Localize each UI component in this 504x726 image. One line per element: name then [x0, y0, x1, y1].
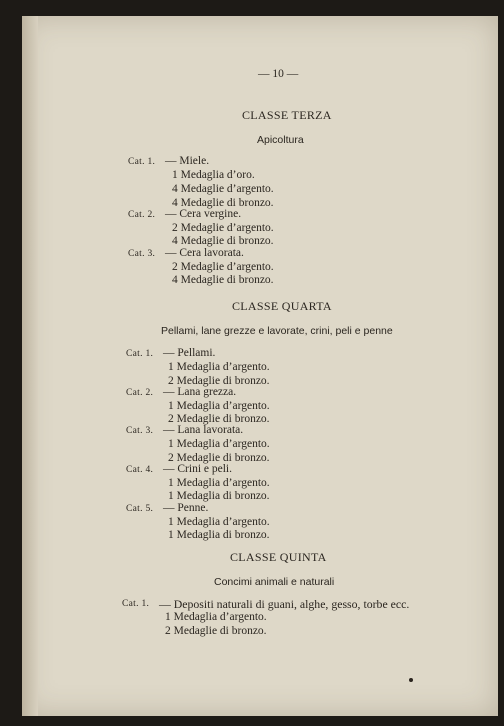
category-name: — Miele. — [165, 155, 210, 167]
category-label: Cat. 2. — [126, 388, 154, 398]
section-title: CLASSE QUARTA — [232, 299, 332, 313]
category-label: Cat. 1. — [122, 599, 150, 609]
award-line: 1 Medaglia di bronzo. — [168, 529, 270, 541]
category-label: Cat. 4. — [126, 465, 154, 475]
award-line: 1 Medaglia di bronzo. — [168, 490, 270, 502]
award-line: 1 Medaglia d’argento. — [168, 477, 270, 489]
award-line: 4 Medaglie d’argento. — [172, 183, 274, 195]
category-name: — Depositi naturali di guani, alghe, gesso, torbe ecc. — [159, 597, 410, 611]
award-line: 1 Medaglia d’argento. — [168, 438, 270, 450]
document-page — [22, 16, 498, 716]
award-line: 2 Medaglie di bronzo. — [168, 413, 270, 425]
award-line: 4 Medaglie di bronzo. — [172, 197, 274, 209]
section-title: CLASSE TERZA — [242, 108, 332, 122]
award-line: 1 Medaglia d’argento. — [168, 361, 270, 373]
category-name: — Cera vergine. — [165, 208, 242, 220]
award-line: 4 Medaglie di bronzo. — [172, 235, 274, 247]
award-line: 1 Medaglia d’argento. — [165, 611, 267, 623]
award-line: 2 Medaglie di bronzo. — [168, 375, 270, 387]
section-subtitle: Apicoltura — [257, 134, 304, 146]
section-subtitle: Concimi animali e naturali — [214, 576, 335, 588]
category-label: Cat. 5. — [126, 504, 154, 514]
section-title: CLASSE QUINTA — [230, 550, 327, 564]
category-name: — Lana grezza. — [163, 386, 237, 398]
award-line: 2 Medaglie di bronzo. — [168, 452, 270, 464]
category-name: — Penne. — [163, 502, 209, 514]
page-number: — 10 — — [258, 68, 299, 80]
category-label: Cat. 2. — [128, 210, 156, 220]
category-label: Cat. 3. — [128, 249, 156, 259]
award-line: 2 Medaglie di bronzo. — [165, 625, 267, 637]
category-name: — Crini e peli. — [163, 463, 232, 475]
category-label: Cat. 1. — [128, 157, 156, 167]
award-line: 1 Medaglia d’argento. — [168, 400, 270, 412]
category-name: — Pellami. — [163, 347, 216, 359]
award-line: 4 Medaglie di bronzo. — [172, 274, 274, 286]
category-name: — Cera lavorata. — [165, 247, 244, 259]
category-name: — Lana lavorata. — [163, 424, 244, 436]
section-subtitle: Pellami, lane grezze e lavorate, crini, peli e penne — [161, 325, 393, 337]
ink-speck — [409, 678, 413, 682]
page-spine-shadow — [22, 16, 38, 716]
category-label: Cat. 1. — [126, 349, 154, 359]
award-line: 2 Medaglie d’argento. — [172, 222, 274, 234]
category-label: Cat. 3. — [126, 426, 154, 436]
award-line: 1 Medaglia d’argento. — [168, 516, 270, 528]
award-line: 2 Medaglie d’argento. — [172, 261, 274, 273]
award-line: 1 Medaglia d’oro. — [172, 169, 255, 181]
